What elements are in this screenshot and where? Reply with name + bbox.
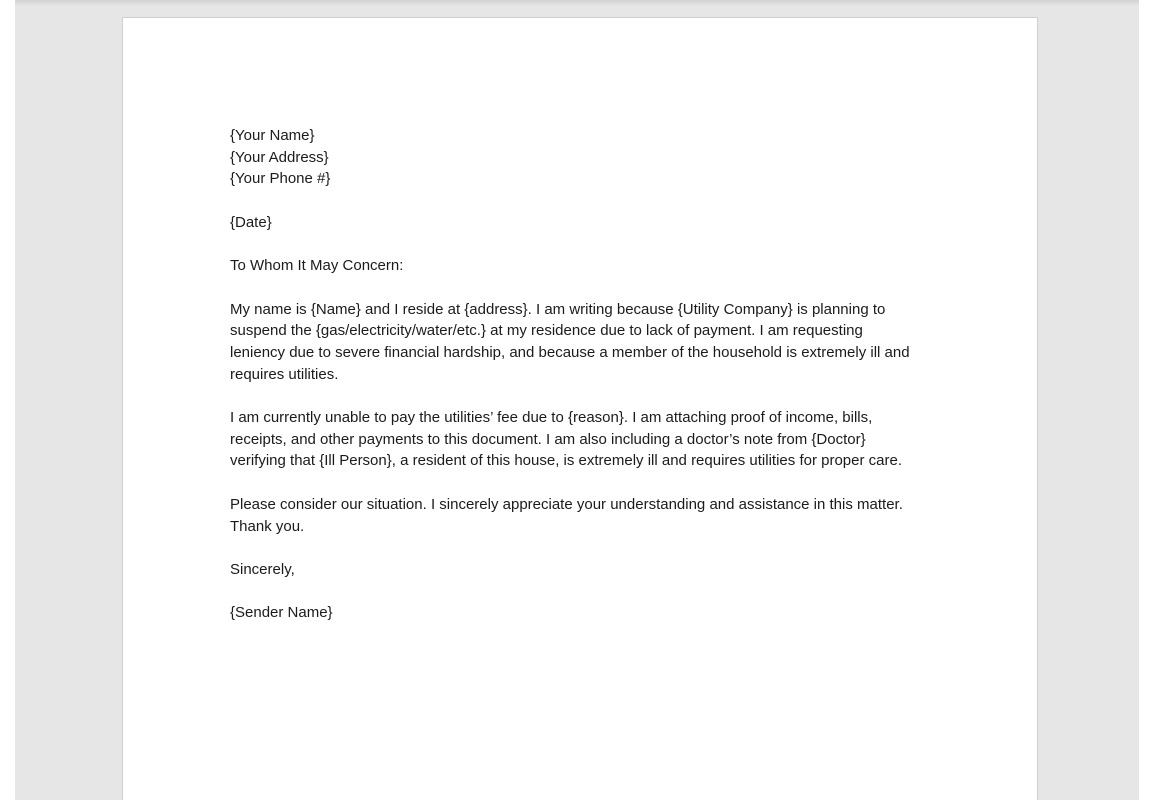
sender-name-line: {Your Name} [230,127,315,144]
paragraph-line: My name is {Name} and I reside at {address}. I am writing because {Utility Company} is planning to [230,300,886,318]
sender-block [230,125,930,190]
date-text: {Date} [230,213,272,231]
paragraph-line: Thank you. [230,517,305,535]
paragraph-line: I am currently unable to pay the utilities’ fee due to {reason}. I am attaching proof of income, bills, [230,409,873,427]
salutation [230,255,930,277]
toolbar-shadow [15,0,1139,6]
paragraph-3 [230,494,930,537]
letter-body [230,125,930,646]
paragraph-line: suspend the {gas/electricity/water/etc.} at my residence due to lack of payment. I am requesting [230,322,863,340]
closing-text: Sincerely, [230,560,295,578]
paragraph-2 [230,407,930,472]
paragraph-line: verifying that {Ill Person}, a resident of this house, is extremely ill and requires utilities for proper care. [230,452,902,470]
document-page[interactable] [122,17,1038,800]
signature [230,602,930,624]
paragraph-line: requires utilities. [230,365,339,383]
sender-address-line: {Your Address} [230,148,329,166]
paragraph-line: leniency due to severe financial hardship, and because a member of the household is extremely ill and [230,343,910,361]
salutation-text: To Whom It May Concern: [230,257,404,275]
paragraph-1 [230,299,930,386]
paragraph-line: Please consider our situation. I sincerely appreciate your understanding and assistance in this matter. [230,495,903,513]
paragraph-line: receipts, and other payments to this document. I am also including a doctor’s note from {Doctor} [230,430,866,448]
document-viewport[interactable] [15,0,1139,800]
sender-phone-line: {Your Phone #} [230,170,331,188]
date-line [230,212,930,234]
closing [230,559,930,581]
signature-text: {Sender Name} [230,604,333,622]
